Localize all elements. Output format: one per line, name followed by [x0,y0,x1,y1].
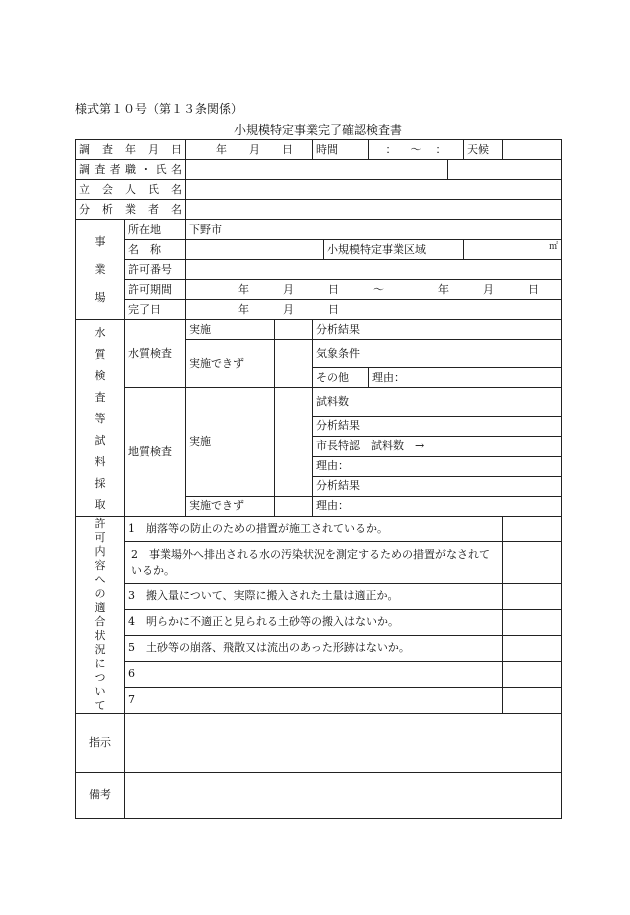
permit-start-day: 日 [328,282,339,296]
instructions-label: 指示 [76,713,125,772]
weather-label: 天候 [464,140,503,160]
location-label: 所在地 [125,220,186,240]
sampling-char: 水 [94,326,106,339]
permit-number-row [76,260,562,280]
compliance-check[interactable] [503,661,562,687]
compliance-item: 1 崩落等の防止のための措置が施工されているか。 [125,516,503,542]
name-label: 名 称 [125,240,186,260]
remarks-field[interactable] [125,772,562,818]
form-number: 様式第１０号（第１３条関係） [75,102,244,116]
analyst-label: 分析業者名 [76,200,186,220]
water-inspection-label: 水質検査 [125,320,186,388]
surveyor-row [76,160,562,180]
sampling-char: 等 [94,412,106,425]
time-colon-end: ： [435,142,447,156]
compliance-check[interactable] [503,516,562,542]
compliance-char: 状 [94,628,106,642]
compliance-char: 況 [94,642,106,656]
compliance-char: て [94,698,106,712]
project-section-label [76,220,125,320]
water-not-implemented-label: 実施できず [186,340,275,388]
name-field[interactable] [186,240,324,260]
permit-period-row [76,280,562,300]
sampling-char: 検 [94,369,106,382]
compliance-char: 適 [94,600,106,614]
soil-sample-count[interactable]: 試料数 [313,388,562,416]
permit-end-month: 月 [483,282,494,296]
water-implemented-label: 実施 [186,320,275,340]
compliance-item: 3 搬入量について、実際に搬入された土量は適正か。 [125,584,503,610]
instructions-row [76,713,562,772]
compliance-row-6 [76,661,562,687]
completion-year: 年 [238,302,249,316]
water-weather-conditions[interactable]: 気象条件 [313,340,562,368]
name-row [76,240,562,260]
location-field[interactable]: 下野市 [186,220,562,240]
permit-period-field[interactable] [186,280,562,300]
sampling-char: 料 [94,455,106,468]
compliance-check[interactable] [503,687,562,713]
compliance-item[interactable]: 7 [125,687,503,713]
soil-reason[interactable]: 理由： [313,456,562,476]
water-implemented-check[interactable] [275,320,313,340]
survey-date-field[interactable] [186,140,313,160]
analyst-row [76,200,562,220]
time-field[interactable] [369,140,464,160]
completion-day: 日 [328,302,339,316]
water-other-label: その他 [313,368,369,388]
compliance-row-2 [76,542,562,584]
permit-number-label: 許可番号 [125,260,186,280]
survey-month-label: 月 [249,142,260,156]
compliance-check[interactable] [503,635,562,661]
location-row [76,220,562,240]
area-field[interactable] [464,240,562,260]
sampling-section-label [76,320,125,517]
permit-end-year: 年 [438,282,449,296]
time-range-wave: ～ [410,142,422,156]
compliance-item: 4 明らかに不適正と見られる土砂等の搬入はないか。 [125,609,503,635]
completion-field[interactable] [186,300,562,320]
soil-not-implemented-label: 実施できず [186,496,275,516]
compliance-char: の [94,586,106,600]
compliance-char: へ [94,572,106,586]
compliance-row-3 [76,584,562,610]
surveyor-label: 調査者職・氏名 [76,160,186,180]
completion-label: 完了日 [125,300,186,320]
area-label: 小規模特定事業区域 [324,240,464,260]
compliance-char: 許 [94,516,106,530]
compliance-char: い [94,684,106,698]
compliance-check[interactable] [503,542,562,584]
permit-range-wave: ～ [373,282,384,296]
sampling-char: 採 [94,476,106,490]
completion-month: 月 [283,302,294,316]
witness-field[interactable] [186,180,562,200]
permit-number-field[interactable] [186,260,562,280]
compliance-row-5 [76,635,562,661]
compliance-row-4 [76,609,562,635]
compliance-char: に [94,656,106,670]
compliance-row-1 [76,516,562,542]
soil-not-implemented-reason[interactable]: 理由： [313,496,562,516]
survey-date-label: 調査年月日 [76,140,186,160]
compliance-item[interactable]: 6 [125,661,503,687]
compliance-check[interactable] [503,584,562,610]
permit-period-label: 許可期間 [125,280,186,300]
compliance-check[interactable] [503,609,562,635]
compliance-section-label [76,516,125,713]
compliance-char: 内 [94,544,106,558]
survey-date-row [76,140,562,160]
time-label: 時間 [313,140,369,160]
permit-start-month: 月 [283,282,294,296]
surveyor-extra-field[interactable] [448,160,562,180]
project-char: 場 [94,290,106,304]
form-title: 小規模特定事業完了確認検査書 [233,123,402,137]
water-not-implemented-check[interactable] [275,340,313,388]
remarks-row [76,772,562,818]
soil-implemented-label: 実施 [186,388,275,496]
sampling-char: 取 [94,498,106,511]
time-colon-start: ： [385,142,397,156]
compliance-row-7 [76,687,562,713]
inspection-form [75,139,562,819]
water-analysis-result[interactable]: 分析結果 [313,320,562,340]
area-unit: ㎡ [548,242,558,252]
soil-analysis-result-2[interactable]: 分析結果 [313,476,562,496]
soil-not-implemented-check[interactable] [275,496,313,516]
soil-implemented-check[interactable] [275,388,313,496]
compliance-item [125,542,503,584]
soil-sample-count-row [76,388,562,416]
compliance-item-text: 2 事業場外へ排出される水の汚染状況を測定するための措置がなされているか。 [131,547,490,577]
weather-field[interactable] [503,140,562,160]
witness-row [76,180,562,200]
soil-inspection-label: 地質検査 [125,388,186,516]
water-implemented-row [76,320,562,340]
survey-day-label: 日 [282,142,293,156]
compliance-char: 容 [94,558,106,572]
remarks-label: 備考 [76,772,125,818]
surveyor-field[interactable] [186,160,448,180]
permit-start-year: 年 [238,282,249,296]
sampling-char: 査 [94,390,106,404]
survey-year-label: 年 [216,142,227,156]
permit-end-day: 日 [528,282,539,296]
soil-mayor-approval[interactable]: 市長特認 試料数 → [313,436,562,456]
analyst-field[interactable] [186,200,562,220]
compliance-item: 5 土砂等の崩落、飛散又は流出のあった形跡はないか。 [125,635,503,661]
sampling-char: 質 [94,347,106,361]
soil-analysis-result[interactable]: 分析結果 [313,416,562,436]
water-other-reason[interactable]: 理由： [369,368,562,388]
sampling-char: 試 [94,433,106,447]
compliance-char: 合 [94,614,106,628]
compliance-char: 可 [94,530,106,544]
instructions-field[interactable] [125,713,562,772]
witness-label: 立会人氏名 [76,180,186,200]
project-char: 事 [94,234,106,248]
completion-row [76,300,562,320]
project-char: 業 [94,262,106,276]
compliance-char: つ [94,670,106,684]
